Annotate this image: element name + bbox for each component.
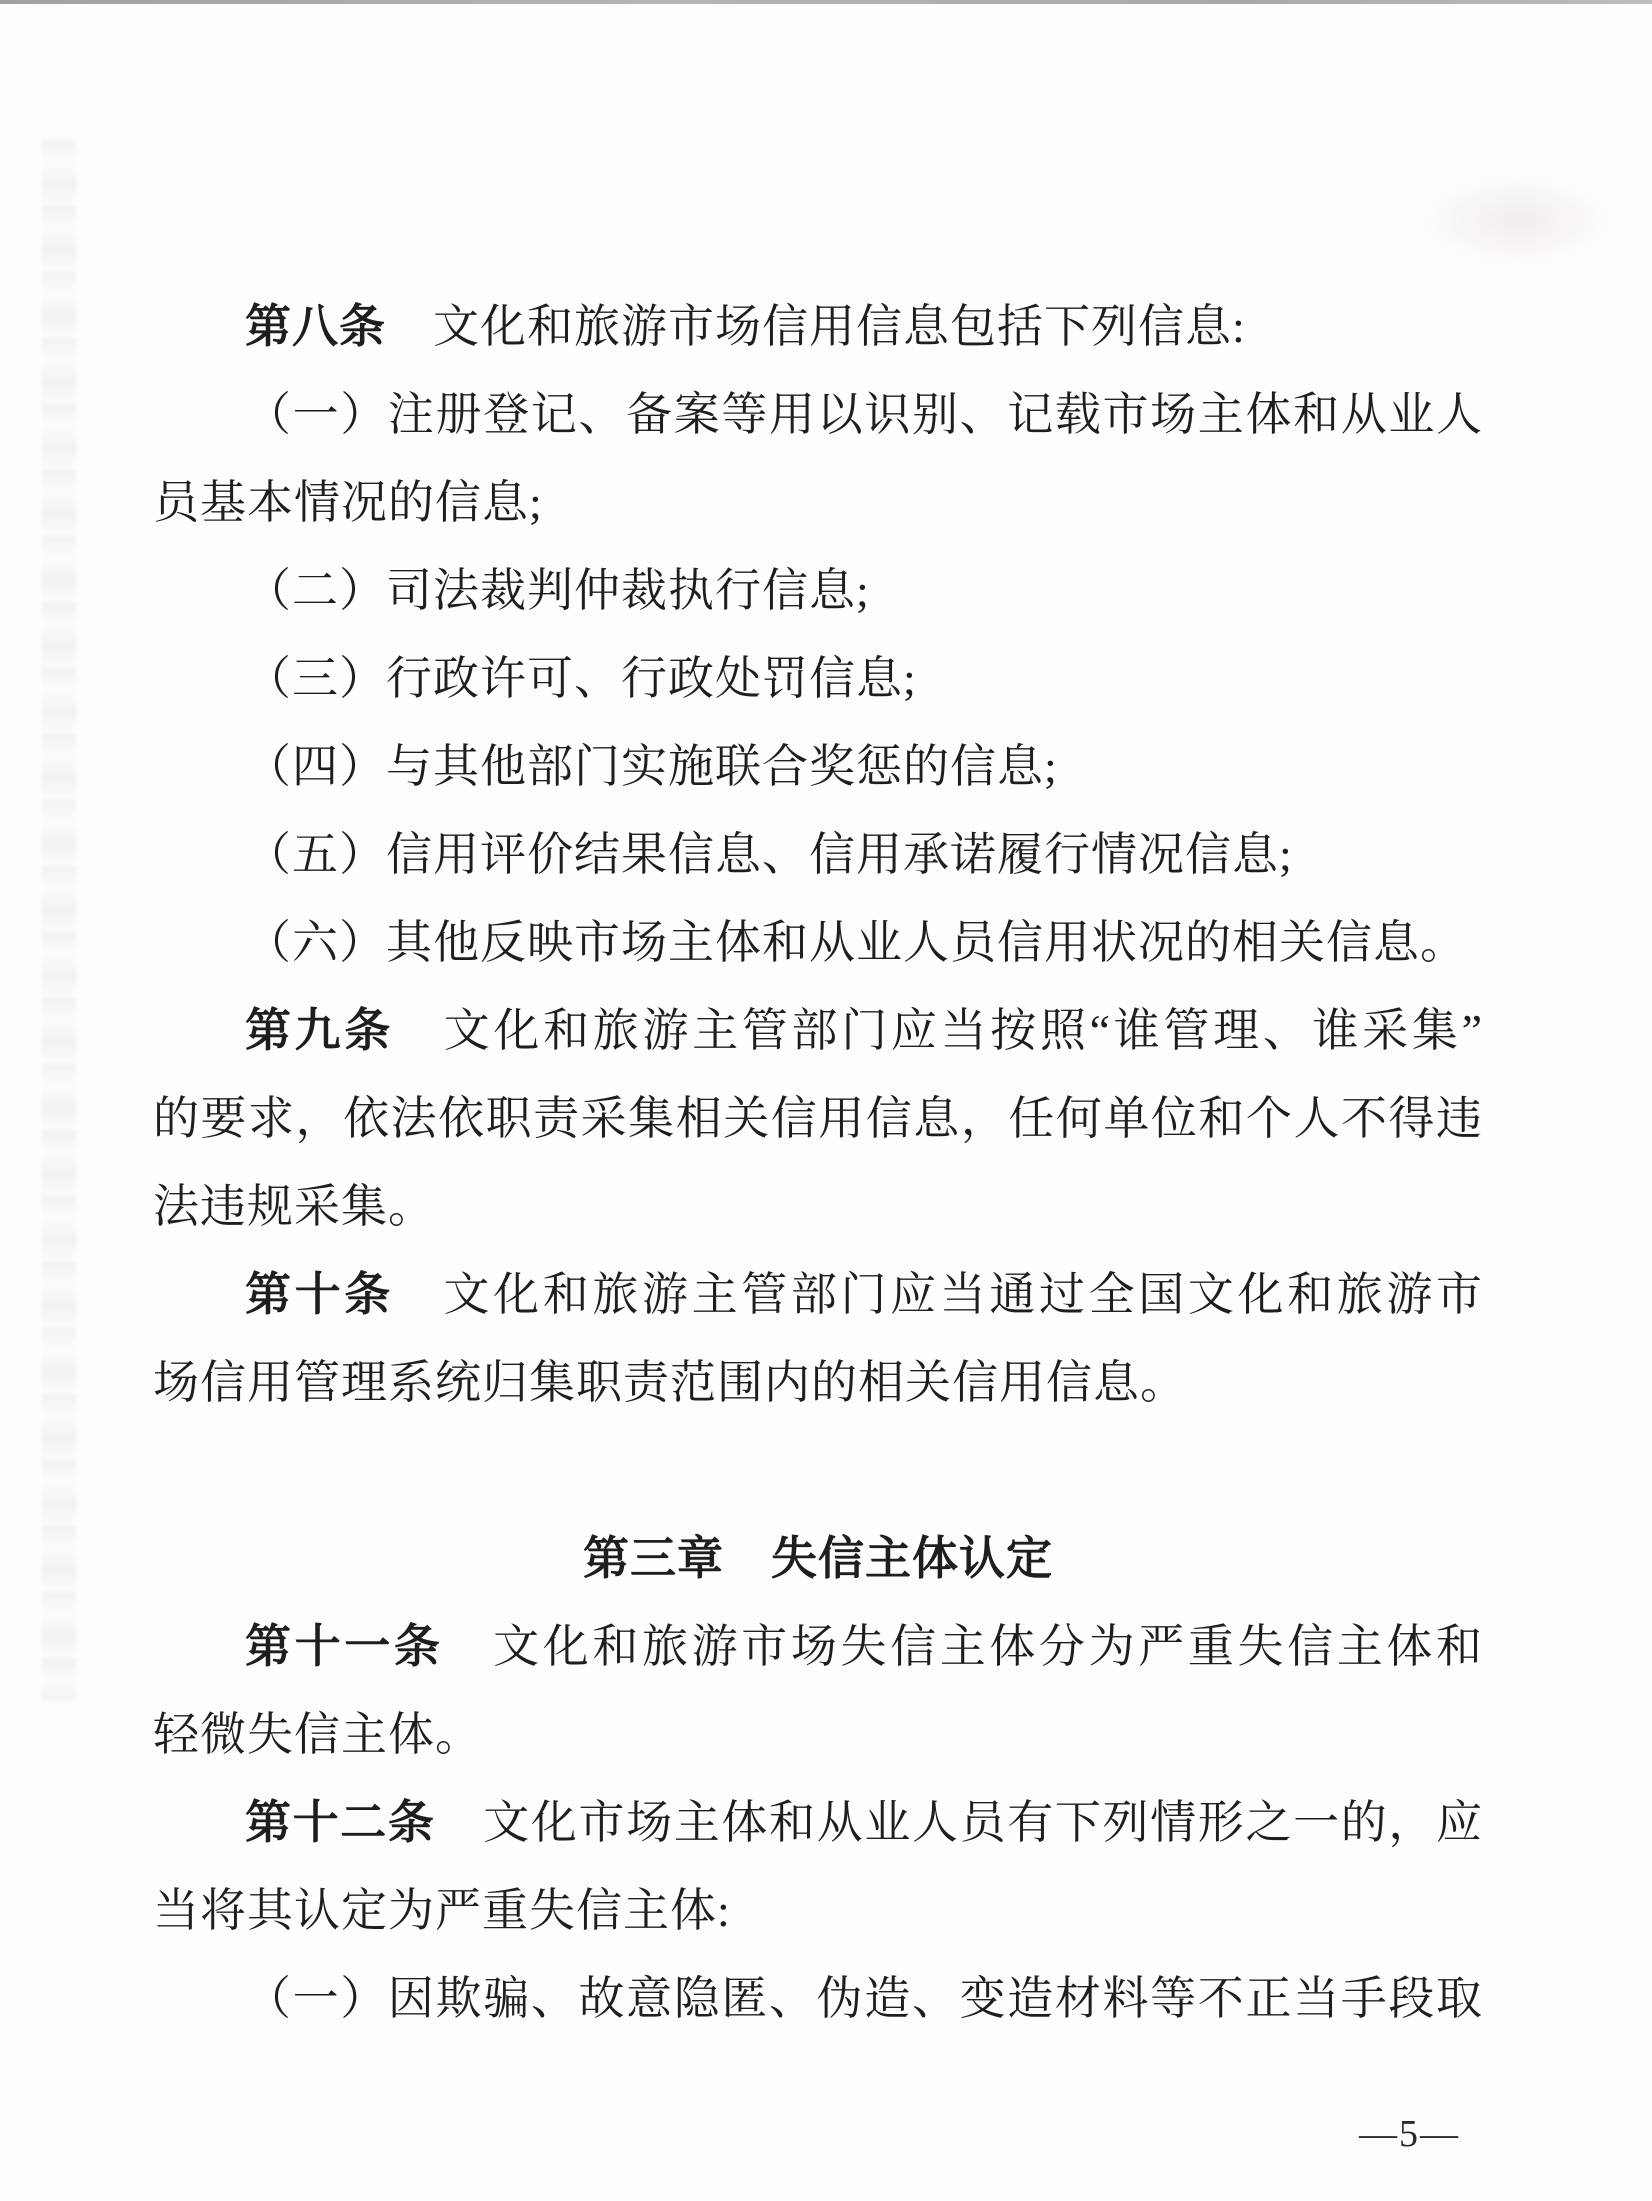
line-text: 场信用管理系统归集职责范围内的相关信用信息。 (153, 1357, 1187, 1408)
line-text: （六）其他反映市场主体和从业人员信用状况的相关信息。 (245, 917, 1467, 968)
item-1-line-1 (153, 371, 1483, 459)
article-12-number: 第十二条 (245, 1797, 436, 1848)
line-text: 文化市场主体和从业人员有下列情形之一的，应 (435, 1797, 1484, 1848)
article-9-line-2 (153, 1075, 1483, 1163)
line-text: 的要求，依法依职责采集相关信用信息，任何单位和个人不得违 (153, 1093, 1483, 1144)
article-12-item-1-line (153, 1955, 1483, 2043)
article-9-line-3 (153, 1163, 1483, 1251)
article-12-line-1 (153, 1779, 1483, 1867)
scan-edge-artifact (0, 0, 1652, 4)
article-11-line-2 (153, 1691, 1483, 1779)
article-8-number: 第八条 (245, 301, 386, 352)
line-text: 文化和旅游主管部门应当按照“谁管理、谁采集” (394, 1005, 1483, 1056)
line-text: 文化和旅游市场失信主体分为严重失信主体和 (443, 1621, 1483, 1672)
article-10-number: 第十条 (245, 1269, 394, 1320)
article-11-line-1 (153, 1603, 1483, 1691)
article-10-line-2 (153, 1339, 1483, 1427)
item-1-line-2 (153, 459, 1483, 547)
article-10-line-1 (153, 1251, 1483, 1339)
line-text: （一）注册登记、备案等用以识别、记载市场主体和从业人 (245, 389, 1483, 440)
document-body (153, 283, 1483, 2043)
chapter-3-heading (153, 1515, 1483, 1603)
article-9-number: 第九条 (245, 1005, 395, 1056)
line-text: （一）因欺骗、故意隐匿、伪造、变造材料等不正当手段取 (245, 1973, 1483, 2024)
article-11-number: 第十一条 (245, 1621, 444, 1672)
article-9-line-1 (153, 987, 1483, 1075)
item-5-line (153, 811, 1483, 899)
line-text: 轻微失信主体。 (153, 1709, 482, 1760)
line-text: （二）司法裁判仲裁执行信息; (245, 565, 870, 616)
page-number: —5— (1359, 2113, 1460, 2155)
line-text: 文化和旅游主管部门应当通过全国文化和旅游市 (393, 1269, 1483, 1320)
item-4-line (153, 723, 1483, 811)
item-6-line (153, 899, 1483, 987)
line-text: （五）信用评价结果信息、信用承诺履行情况信息; (245, 829, 1293, 880)
line-text: 文化和旅游市场信用信息包括下列信息: (386, 301, 1246, 352)
item-2-line (153, 547, 1483, 635)
line-text: （三）行政许可、行政处罚信息; (245, 653, 917, 704)
article-12-line-2 (153, 1867, 1483, 1955)
line-text: 法违规采集。 (153, 1181, 435, 1232)
scan-smudge-artifact (1422, 175, 1612, 265)
line-text: （四）与其他部门实施联合奖惩的信息; (245, 741, 1058, 792)
line-text: 员基本情况的信息; (153, 477, 543, 528)
line-text: 当将其认定为严重失信主体: (153, 1885, 731, 1936)
chapter-heading-text: 第三章 失信主体认定 (583, 1533, 1053, 1584)
article-8-opening-line (153, 283, 1483, 371)
item-3-line (153, 635, 1483, 723)
scan-bleed-artifact (42, 140, 76, 1700)
